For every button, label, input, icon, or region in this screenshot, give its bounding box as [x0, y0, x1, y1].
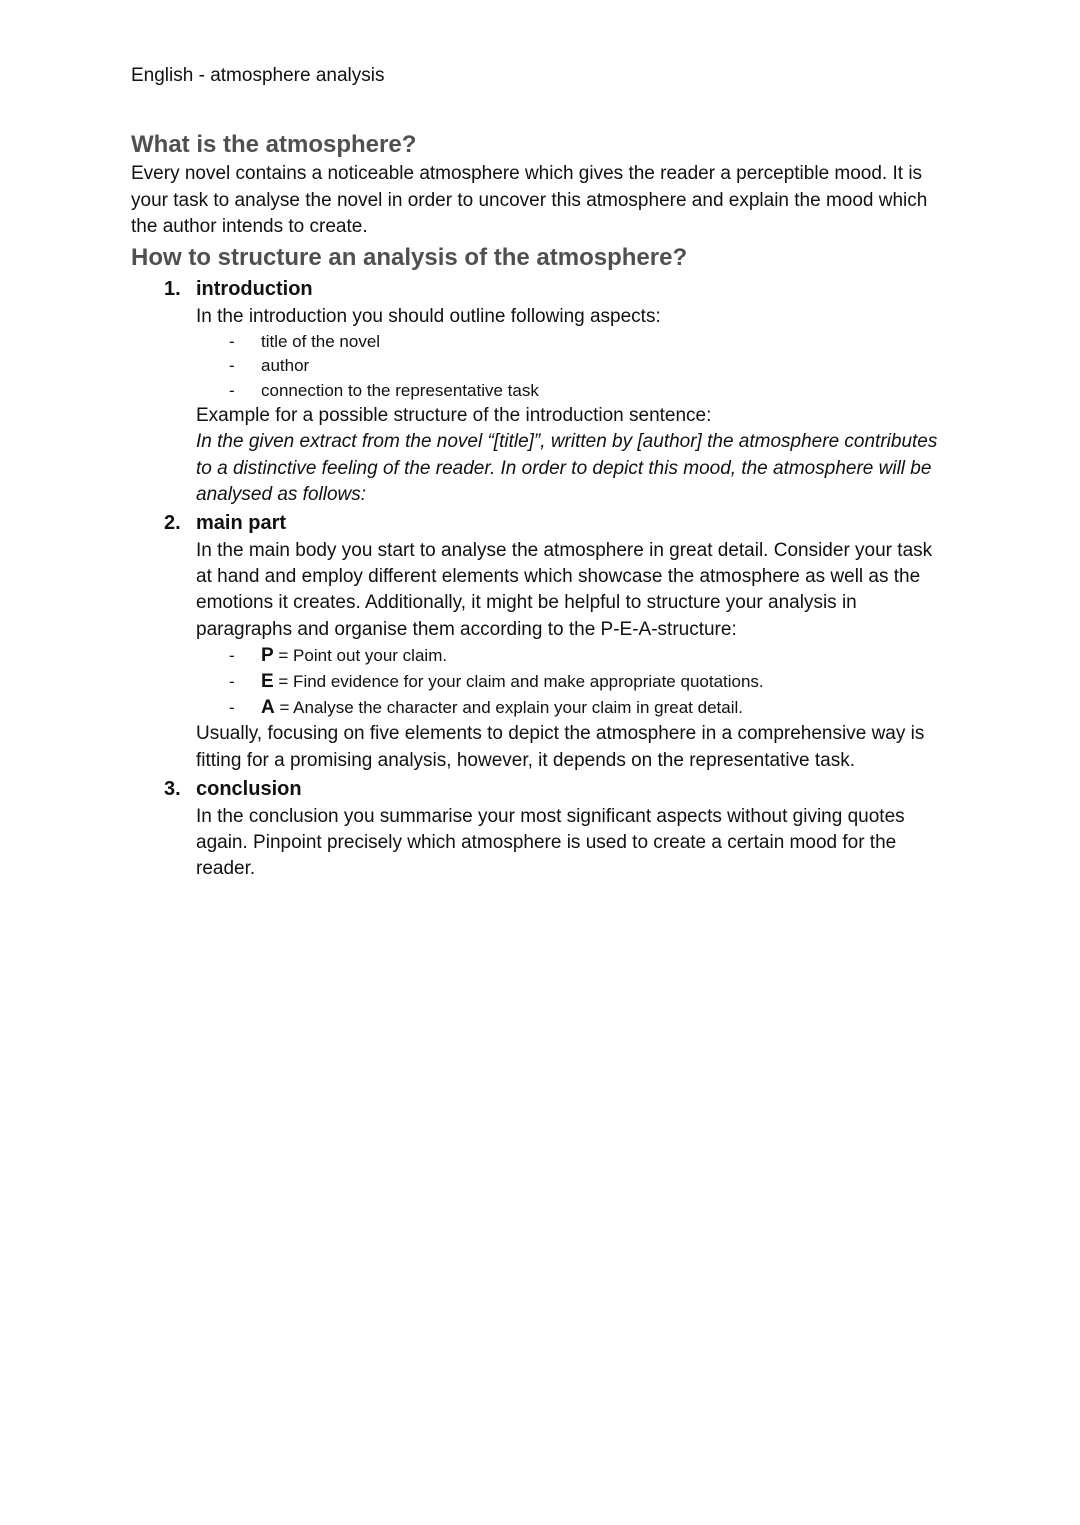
section-heading-what-is-atmosphere: What is the atmosphere? — [131, 131, 417, 158]
step-main-part — [131, 508, 951, 774]
step-introduction — [131, 274, 951, 509]
atmosphere-definition-paragraph: Every novel contains a noticeable atmosphere which gives the reader a perceptible mood. It is your task to analyse the novel in order to uncover this atmosphere and explain the mood which the author intends to create. — [131, 163, 928, 237]
step-title: conclusion — [196, 777, 302, 800]
dash-bullet: - — [229, 698, 235, 718]
list-item — [196, 669, 951, 695]
list-item — [196, 330, 951, 355]
step-title: introduction — [196, 277, 313, 300]
section-heading-how-to-structure: How to structure an analysis of the atmosphere? — [131, 243, 688, 271]
bullet-text: connection to the representative task — [261, 380, 539, 400]
step-lead-text: In the introduction you should outline following aspects: — [196, 305, 661, 327]
step-body — [196, 804, 951, 883]
step-closing-text: Usually, focusing on five elements to depict the atmosphere in a comprehensive way is fitting for a promising analysis, however, it depends on the representative task. — [196, 723, 925, 771]
step-lead-text: In the conclusion you summarise your most significant aspects without giving quotes again. Pinpoint precisely which atmosphere is used to create a certain mood for the reader. — [196, 805, 905, 880]
pea-structure-list — [196, 643, 951, 722]
step-body — [196, 304, 951, 509]
list-item — [196, 354, 951, 379]
step-title: main part — [196, 512, 287, 535]
list-item — [196, 379, 951, 404]
example-sentence: In the given extract from the novel “[title]”, written by [author] the atmosphere contributes to a distinctive feeling of the reader. In order to depict this mood, the atmosphere will be analysed as follows: — [196, 431, 938, 505]
step-lead-text: In the main body you start to analyse the atmosphere in great detail. Consider your task at hand and employ different elements which showcase the atmosphere as well as the emotions it creates. Additionally, it might be helpful to structure your analysis in paragraphs and organise them according to the P-E-A-structure: — [196, 540, 933, 640]
bullet-text: title of the novel — [261, 331, 381, 351]
dash-bullet: - — [229, 672, 235, 692]
document-title: English - atmosphere analysis — [131, 65, 385, 86]
list-item — [196, 695, 951, 721]
structure-steps-list — [131, 274, 951, 883]
introduction-aspects-list — [196, 330, 951, 404]
dash-bullet: - — [229, 356, 235, 376]
list-item — [196, 643, 951, 669]
pea-letter: A — [261, 697, 275, 719]
pea-letter: E — [261, 671, 274, 693]
example-label: Example for a possible structure of the introduction sentence: — [196, 405, 712, 427]
step-number: 2. — [164, 512, 181, 535]
pea-letter: P — [261, 644, 274, 666]
step-number: 3. — [164, 777, 181, 800]
step-body — [196, 538, 951, 774]
bullet-text: = Find evidence for your claim and make appropriate quotations. — [273, 672, 764, 692]
step-number: 1. — [164, 277, 181, 300]
bullet-text: author — [261, 356, 310, 376]
bullet-text: = Point out your claim. — [273, 645, 448, 665]
dash-bullet: - — [229, 331, 235, 351]
bullet-text: = Analyse the character and explain your claim in great detail. — [274, 698, 743, 718]
dash-bullet: - — [229, 645, 235, 665]
step-conclusion — [131, 774, 951, 883]
document-page — [131, 62, 951, 882]
dash-bullet: - — [229, 380, 235, 400]
